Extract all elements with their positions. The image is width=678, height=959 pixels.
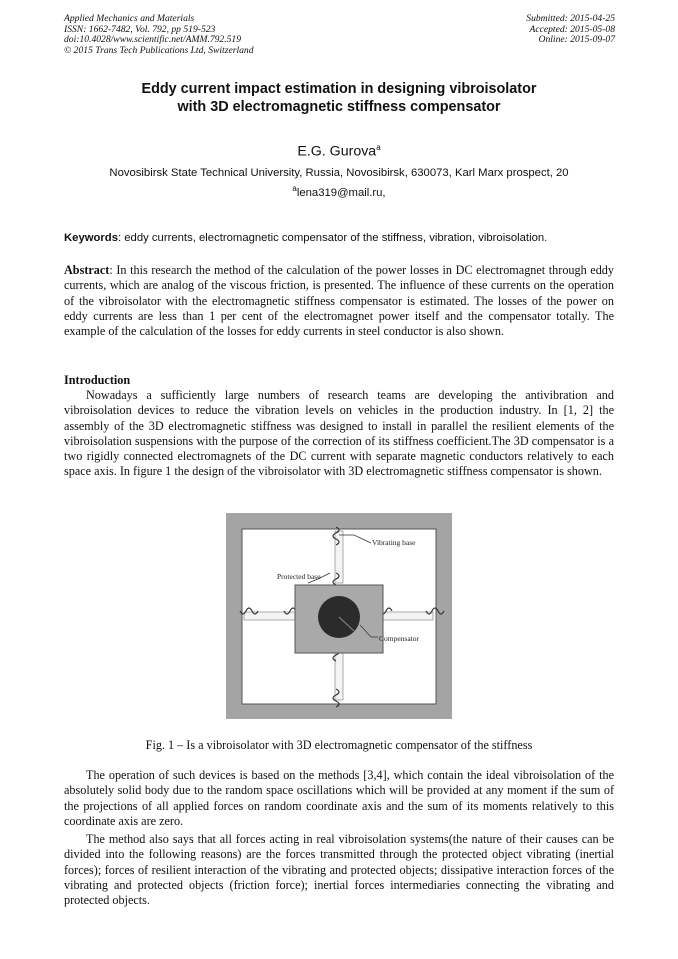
journal-issn: ISSN: 1662-7482, Vol. 792, pp 519-523: [64, 23, 216, 35]
introduction-heading: Introduction: [64, 373, 131, 387]
author-name: E.G. Gurova: [297, 143, 377, 160]
affiliation: [0, 166, 678, 201]
affiliation-line: Novosibirsk State Technical University, Russia, Novosibirsk, 630073, Karl Marx prospect, 20: [109, 167, 569, 179]
paper-title: [60, 80, 618, 116]
email-sup: a: [292, 184, 297, 193]
journal-doi: doi:10.4028/www.scientific.net/AMM.792.519: [64, 34, 242, 45]
introduction-paragraph: Nowadays a sufficiently large numbers of research teams are developing the antivibration and vibroisolation devices to reduce the vibration levels on vehicles in the production industry. In [1, 2] the assembly of the 3D electromagnetic stiffness was designed to install in parallel the resilient elements of the vibroisolation suspensions with the purpose of the correction of its stiffness coefficient.The 3D compensator is a two rigidly connected electromagnets of the DC current with separate magnetic conductors relatively to each space axis. In figure 1 the design of the vibroisolator with 3D electromagnetic stiffness compensator is shown.: [64, 388, 614, 479]
author-sup: a: [376, 143, 381, 152]
journal-copyright: © 2015 Trans Tech Publications Ltd, Switzerland: [64, 44, 254, 56]
body-paragraph-1: The operation of such devices is based on the methods [3,4], which contain the ideal vibroisolation of the absolutely solid body due to the random space oscillations which will be provided at any moment if the sum of the projections of all applied forces on random coordinate axis and the sum of its moments relatively to this coordinate axis are zero.: [64, 768, 614, 828]
title-line-1: Eddy current impact estimation in designing vibroisolator: [141, 81, 537, 97]
submitted-date: Submitted: 2015-04-25: [526, 13, 615, 24]
journal-info: [64, 14, 254, 56]
keywords-text: : eddy currents, electromagnetic compensator of the stiffness, vibration, vibroisolation.: [118, 232, 548, 244]
dates-info: [526, 14, 615, 46]
keywords-label: Keywords: [64, 232, 118, 244]
body-paragraph-2: The method also says that all forces acting in real vibroisolation systems(the nature of their causes can be divided into the following reasons) are the forces transmitted through the protected object vibrating (inertial forces); forces of resilient interaction of the vibrating and protected objects; dissipative interaction forces of the vibrating and protected objects (friction force); inertial forces intermediaries connecting the vibrating and protected objects.: [64, 832, 614, 908]
label-compensator: Compensator: [379, 634, 419, 643]
journal-name: Applied Mechanics and Materials: [64, 13, 195, 24]
label-protected-base: Protected base: [277, 572, 321, 581]
author: [0, 143, 678, 160]
abstract-text: : In this research the method of the calculation of the power losses in DC electromagnet through eddy currents, which are analog of the viscous friction, is presented. The influence of these currents on the operation of the vibroisolator with the electromagnetic stiffness compensator is estimated. The losses of the power on eddy currents are less than 1 per cent of the electromagnet power itself and the compensator totally. The example of the calculation of the losses for eddy currents in steel conductor is also shown.: [64, 263, 614, 339]
rod-right: [381, 612, 433, 620]
figure-caption: Fig. 1 – Is a vibroisolator with 3D electromagnetic compensator of the stiffness: [145, 738, 533, 752]
abstract-label: Abstract: [64, 263, 110, 277]
keywords: [64, 232, 624, 244]
online-date: Online: 2015-09-07: [538, 34, 615, 45]
figure-1: [226, 513, 452, 719]
email-line: [0, 181, 678, 201]
figure-diagram: [226, 513, 452, 719]
abstract: [64, 263, 614, 339]
accepted-date: Accepted: 2015-05-08: [529, 23, 615, 35]
email-link[interactable]: lena319@mail.ru,: [296, 186, 386, 199]
title-line-2: with 3D electromagnetic stiffness compensator: [177, 99, 501, 115]
label-vibrating-base: Vibrating base: [372, 538, 416, 547]
